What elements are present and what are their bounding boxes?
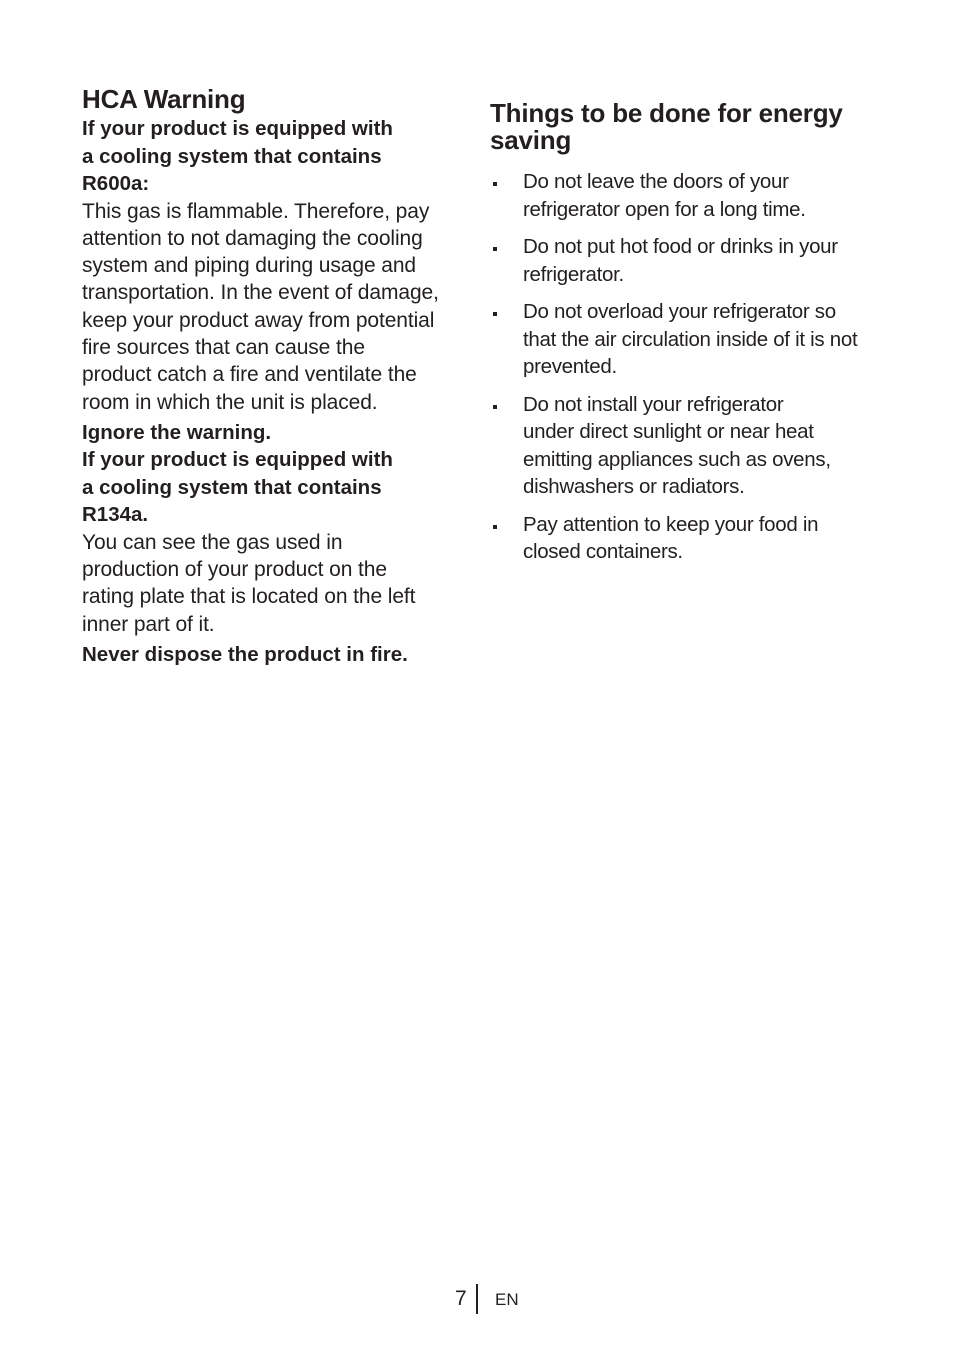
r600a-heading-line: If your product is equipped with [82,117,393,140]
page-number: 7 [455,1287,467,1310]
list-item-line: prevented. [523,355,617,378]
fire-warning: Never dispose the product in fire. [82,643,408,667]
list-item-line: Do not leave the doors of your [523,170,789,193]
r600a-body-line: room in which the unit is placed. [82,390,378,414]
r600a-heading [82,115,467,198]
r134a-heading-line: If your product is equipped with [82,448,393,472]
r134a-heading [82,419,467,529]
r600a-body-line: keep your product away from potential [82,308,435,332]
language-code: EN [495,1290,519,1309]
r600a-body-line: fire sources that can cause the [82,335,365,359]
list-item [490,168,880,223]
list-item-line: emitting appliances such as ovens, [523,447,831,471]
hca-warning-section [82,83,467,669]
r600a-body-line: This gas is flammable. Therefore, pay [82,199,430,223]
square-bullet-icon [493,525,497,529]
r134a-body [82,529,467,638]
r134a-heading-line: Ignore the warning. [82,420,272,444]
r600a-heading-line: a cooling system that contains [82,144,382,168]
energy-saving-section [490,100,880,576]
energy-saving-title [490,100,880,154]
energy-saving-title-line: Things to be done for energy [490,98,843,128]
r134a-body-line: inner part of it. [82,612,215,636]
footer-divider [476,1284,478,1314]
energy-saving-list [490,168,880,566]
r600a-body [82,198,467,416]
r134a-heading-line: R134a. [82,503,149,527]
energy-saving-title-line: saving [490,125,572,155]
r134a-body-line: You can see the gas used in [82,530,343,554]
list-item [490,233,880,288]
square-bullet-icon [493,182,497,186]
r134a-body-line: production of your product on the [82,558,387,582]
square-bullet-icon [493,312,497,316]
list-item-line: under direct sunlight or near heat [523,420,814,443]
list-item-line: Do not install your refrigerator [523,392,784,416]
r600a-body-line: system and piping during usage and [82,254,416,278]
list-item-line: Do not put hot food or drinks in your [523,235,838,258]
hca-warning-title: HCA Warning [82,84,246,114]
r600a-body-line: product catch a fire and ventilate the [82,363,417,387]
r600a-body-line: attention to not damaging the cooling [82,226,423,250]
list-item-line: Pay attention to keep your food in [523,512,819,536]
list-item-line: that the air circulation inside of it is not [523,327,858,351]
r600a-body-line: transportation. In the event of damage, [82,281,439,305]
list-item-line: refrigerator open for a long time. [523,197,806,221]
square-bullet-icon [493,247,497,251]
page-footer [0,1284,954,1314]
list-item-line: closed containers. [523,540,683,563]
list-item [490,511,880,566]
list-item-line: Do not overload your refrigerator so [523,300,836,323]
r134a-body-line: rating plate that is located on the left [82,585,416,609]
list-item-line: dishwashers or radiators. [523,475,745,498]
list-item-line: refrigerator. [523,262,624,286]
list-item [490,391,880,501]
r600a-heading-line: R600a: [82,172,150,195]
r134a-heading-line: a cooling system that contains [82,475,382,499]
square-bullet-icon [493,405,497,409]
list-item [490,298,880,381]
